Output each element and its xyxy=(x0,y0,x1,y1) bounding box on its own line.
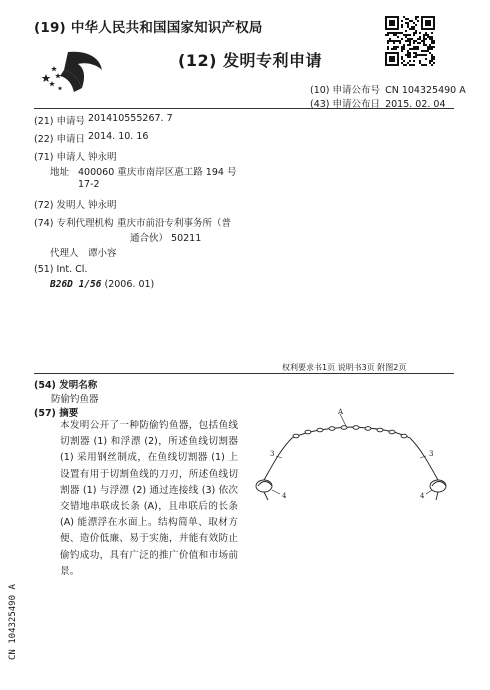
figure-label-A: A xyxy=(338,408,344,416)
publication-number-row xyxy=(310,82,466,96)
publication-date-label: (43) 申请公布日 xyxy=(310,99,381,110)
left-anchor-float xyxy=(256,480,272,500)
intcl-label: (51) Int. Cl. xyxy=(34,264,88,275)
figure-label-3-left: 3 xyxy=(270,450,275,458)
publication-number-value: CN 104325490 A xyxy=(385,85,466,96)
intcl-code: B26D 1/56 xyxy=(50,279,102,290)
cnipa-logo xyxy=(38,48,108,94)
abstract-label: (57) 摘要 xyxy=(34,408,79,419)
header-divider xyxy=(34,108,454,109)
application-number-value: 201410555267. 7 xyxy=(88,113,173,124)
figure-label-4-left: 4 xyxy=(282,492,287,500)
invention-title-label: (54) 发明名称 xyxy=(34,380,98,391)
side-publication-code: CN 104325490 A xyxy=(8,584,18,660)
agency-label: (74) 专利代理机构 xyxy=(34,218,114,229)
abstract-figure xyxy=(250,408,455,508)
publication-date-value: 2015. 02. 04 xyxy=(385,99,446,110)
intcl-value xyxy=(50,279,154,290)
qr-code xyxy=(385,16,435,66)
application-date-label: (22) 申请日 xyxy=(34,134,86,145)
float-chain-line xyxy=(264,427,438,480)
agent-value: 谭小容 xyxy=(88,248,117,259)
applicant-value: 钟永明 xyxy=(88,152,117,163)
inventor-label: (72) 发明人 xyxy=(34,200,86,211)
document-type-title: (12) 发明专利申请 xyxy=(178,51,322,70)
inventor-value: 钟永明 xyxy=(88,200,117,211)
figure-label-3-right: 3 xyxy=(429,450,434,458)
abstract-text: 本发明公开了一种防偷钓鱼器，包括鱼线切割器 (1) 和浮漂 (2)，所述鱼线切割器 (1) 采用钢丝制成，在鱼线切割器 (1) 上设置有用于切割鱼线的刀刃，所述鱼线切割器 (1) 与浮漂 (2) 通过连接线 (3) 依次交错地串联成长条 (A)，且串联后的长条 (A) 能漂浮在水面上。结构简单、取材方便、造价低廉、易于实施，并能有效防止偷钓成功，具有广泛的推广价值和市场前景。 xyxy=(60,420,238,577)
office-name: (19) 中华人民共和国国家知识产权局 xyxy=(34,20,263,36)
agent-label: 代理人 xyxy=(50,248,79,259)
body-divider xyxy=(34,373,454,374)
address-value-line1: 400060 重庆市南岸区惠工路 194 号 xyxy=(78,167,237,178)
page-counts: 权利要求书1页 说明书3页 附图2页 xyxy=(282,363,407,372)
address-label: 地址 xyxy=(50,167,70,178)
applicant-label: (71) 申请人 xyxy=(34,152,86,163)
application-date-value: 2014. 10. 16 xyxy=(88,131,149,142)
publication-number-label: (10) 申请公布号 xyxy=(310,85,381,96)
address-value-line2: 17-2 xyxy=(78,179,100,190)
agency-value-line2: 通合伙） 50211 xyxy=(130,233,202,244)
application-number-label: (21) 申请号 xyxy=(34,116,86,127)
right-anchor-float xyxy=(430,480,446,500)
intcl-year: (2006. 01) xyxy=(104,279,155,290)
invention-title-value: 防偷钓鱼器 xyxy=(51,394,99,405)
agency-value-line1: 重庆市前沿专利事务所（普 xyxy=(117,218,232,229)
figure-label-4-right: 4 xyxy=(420,492,425,500)
